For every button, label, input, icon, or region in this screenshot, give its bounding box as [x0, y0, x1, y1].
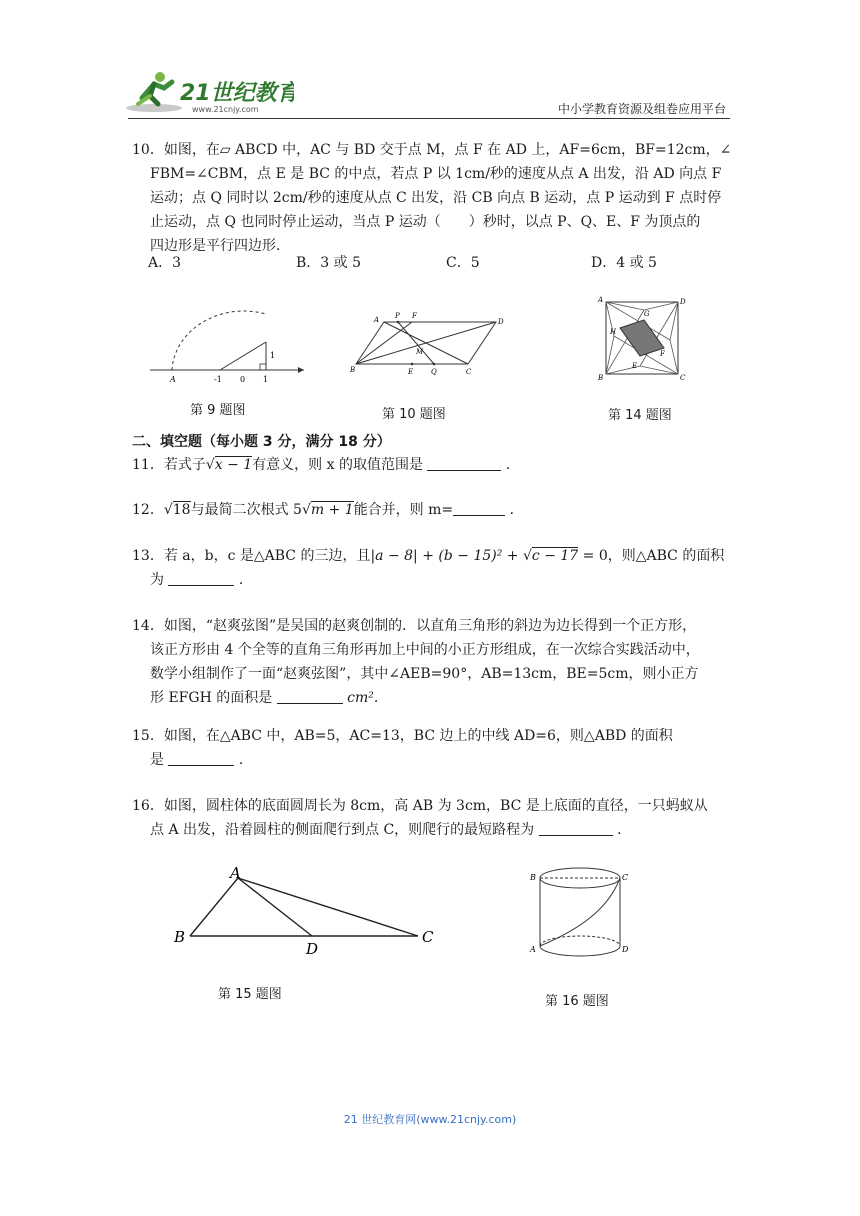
q12-radicand-1: 18 [172, 502, 191, 518]
q10-choices [148, 252, 708, 272]
fig14-label-a: A [598, 296, 604, 304]
q14-answer-blank[interactable] [277, 689, 343, 704]
fig14-label-g: G [644, 310, 650, 318]
q16-end: ． [617, 822, 632, 838]
question-10 [132, 138, 732, 258]
fig15-label-d: D [306, 940, 319, 958]
fig14-label-e: E [632, 362, 638, 370]
site-logo [124, 68, 294, 116]
fig10-label-c: C [466, 368, 472, 376]
q13-end: ． [238, 572, 253, 588]
q10-line: 10．如图，在▱ ABCD 中，AC 与 BD 交于点 M，点 F 在 AD 上，AF=6cm，BF=12cm，∠ [132, 142, 732, 158]
fig10-label-d: D [498, 318, 504, 326]
q12-end: ． [509, 502, 524, 518]
fig14-label-h: H [610, 328, 617, 336]
q15-text-line2: 是 [150, 752, 164, 768]
fig15-label-a: A [230, 864, 241, 882]
q14-line: 该正方形由 4 个全等的直角三角形再加上中间的小正方形组成，在一次综合实践活动中， [150, 642, 700, 658]
logo-subtext: www.21cnjy.com [192, 105, 259, 114]
question-12 [132, 498, 732, 522]
q10-line: 止运动，点 Q 也同时停止运动，当点 P 运动（ ）秒时，以点 P、Q、E、F 为顶点的 [150, 214, 701, 230]
q15-answer-blank[interactable] [168, 751, 234, 766]
platform-name: 中小学教育资源及组卷应用平台 [557, 102, 726, 116]
fig10-label-a: A [374, 316, 380, 324]
q16-answer-blank[interactable] [539, 821, 613, 836]
fig10-label-p: P [395, 312, 400, 320]
figure-15 [172, 862, 442, 958]
q12-answer-blank[interactable] [453, 501, 505, 516]
fig10-caption: 第 10 题图 [382, 407, 446, 422]
q14-line: 数学小组制作了一面“赵爽弦图”，其中∠AEB=90°，AB=13cm，BE=5cm，则小正方 [150, 666, 699, 682]
fig9-label-height: 1 [270, 351, 276, 360]
fig14-label-c: C [680, 374, 686, 382]
q13-text-line2: 为 [150, 572, 164, 588]
header-divider [128, 118, 730, 119]
footer-link[interactable]: 21 世纪教育网(www.21cnjy.com) [343, 1113, 517, 1126]
fig16-label-a: A [530, 945, 536, 954]
q12-number: 12． [132, 502, 164, 518]
q10-line: FBM=∠CBM，点 E 是 BC 的中点，若点 P 以 1cm/秒的速度从点 A 出发，沿 AD 向点 F [150, 166, 722, 182]
fig10-label-e: E [408, 368, 414, 376]
section-title: 二、填空题（每小题 3 分，满分 18 分） [132, 434, 391, 450]
q13-expression: |a − 8| + (b − 15)² + [370, 548, 523, 564]
q14-text-line4: 形 EFGH 的面积是 [150, 690, 273, 706]
fig15-caption: 第 15 题图 [218, 987, 282, 1002]
q15-line: 15．如图，在△ABC 中，AB=5，AC=13，BC 边上的中线 AD=6，则△ABD 的面积 [132, 728, 673, 744]
q11-end: ． [505, 457, 520, 473]
fig9-label-neg1: -1 [214, 375, 222, 384]
q10-line: 四边形是平行四边形． [150, 238, 290, 254]
choice-c: C．5 [446, 255, 480, 271]
q13-answer-blank[interactable] [168, 571, 234, 586]
fig10-label-b: B [350, 366, 356, 374]
q16-text-line2: 点 A 出发，沿着圆柱的侧面爬行到点 C，则爬行的最短路程为 [150, 822, 535, 838]
fig16-label-d: D [622, 945, 629, 954]
q12-text: 与最简二次根式 5 [190, 502, 302, 518]
fig15-label-c: C [422, 928, 434, 946]
q11-answer-blank[interactable] [427, 456, 501, 471]
q13-text-post: = 0，则△ABC 的面积 [578, 548, 725, 564]
sqrt-sign: √ [205, 457, 215, 473]
question-11 [132, 453, 732, 477]
q11-radicand: x − 1 [214, 457, 253, 473]
q15-end: ． [238, 752, 253, 768]
logo-text: 21世纪教育 [180, 81, 294, 106]
fig14-label-b: B [598, 374, 604, 382]
figure-9 [150, 298, 310, 384]
fig10-label-q: Q [431, 368, 437, 376]
question-16 [132, 794, 732, 842]
fig14-label-f: F [660, 350, 665, 358]
q11-text-post: 有意义，则 x 的取值范围是 [252, 457, 423, 473]
fig9-caption: 第 9 题图 [190, 403, 246, 418]
fig9-label-0: 0 [240, 375, 246, 384]
sqrt-sign: √ [522, 548, 532, 564]
choice-a: A．3 [148, 255, 182, 271]
fig9-label-1: 1 [263, 375, 269, 384]
choice-d: D．4 或 5 [591, 255, 657, 271]
fig15-label-b: B [174, 928, 186, 946]
fig10-label-f: F [412, 312, 417, 320]
figure-16 [528, 860, 632, 970]
sqrt-sign: √ [163, 502, 173, 518]
figure-14 [594, 292, 690, 384]
fig16-label-c: C [622, 873, 629, 882]
q14-line: 14．如图，“赵爽弦图”是吴国的赵爽创制的．以直角三角形的斜边为边长得到一个正方形， [132, 618, 697, 634]
fig14-label-d: D [680, 298, 686, 306]
fig10-label-m: M [416, 348, 424, 356]
q14-unit: cm². [347, 690, 379, 706]
q10-line: 运动；点 Q 同时以 2cm/秒的速度从点 C 出发，沿 CB 向点 B 运动，点 P 运动到 F 点时停 [150, 190, 722, 206]
figure-10 [346, 308, 512, 380]
fig16-caption: 第 16 题图 [545, 994, 609, 1009]
q12-text-post: 能合并，则 m= [353, 502, 454, 518]
q13-text: 13．若 a，b，c 是△ABC 的三边，且 [132, 548, 371, 564]
question-14 [132, 614, 732, 710]
q12-radicand-2: m + 1 [310, 502, 354, 518]
choice-b: B．3 或 5 [296, 255, 362, 271]
sqrt-sign: √ [301, 502, 311, 518]
q13-radicand: c − 17 [531, 548, 579, 564]
fig16-label-b: B [530, 873, 536, 882]
q11-text: 11．若式子 [132, 457, 206, 473]
question-13 [132, 544, 732, 592]
fig14-caption: 第 14 题图 [608, 408, 672, 423]
runner-logo-icon [124, 68, 294, 116]
question-15 [132, 724, 732, 772]
fig9-label-a: A [170, 375, 176, 384]
q16-line: 16．如图，圆柱体的底面圆周长为 8cm，高 AB 为 3cm，BC 是上底面的直径，一只蚂蚁从 [132, 798, 708, 814]
